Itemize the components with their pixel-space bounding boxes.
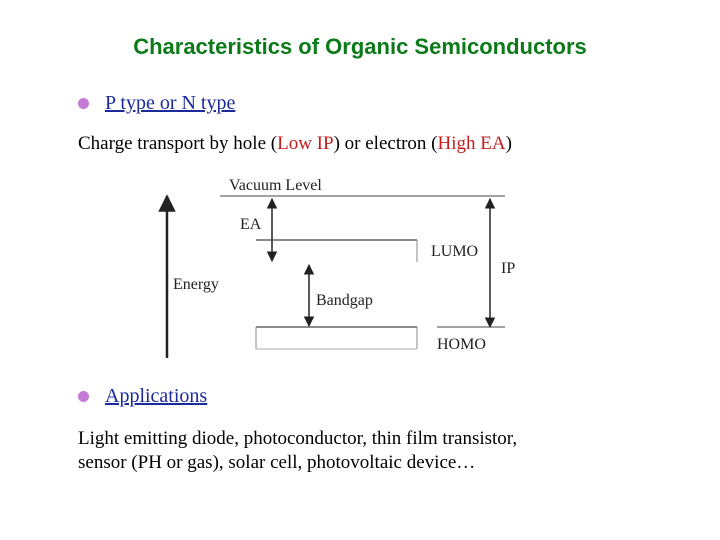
heading-applications: Applications [105, 385, 208, 407]
ip-label: IP [501, 260, 516, 277]
applications-line-1: Light emitting diode, photoconductor, thin film transistor, [78, 428, 518, 449]
lumo-label: LUMO [431, 243, 479, 260]
applications-text [78, 427, 678, 475]
applications-line-2: sensor (PH or gas), solar cell, photovoltaic device… [78, 452, 476, 473]
energy-label: Energy [173, 276, 219, 293]
vacuum-level-label: Vacuum Level [229, 177, 322, 194]
low-ip-text: Low IP [277, 133, 334, 154]
charge-text-prefix: Charge transport by hole ( [78, 133, 278, 154]
homo-label: HOMO [437, 336, 486, 353]
heading-p-n-type: P type or N type [105, 92, 236, 114]
slide-title: Characteristics of Organic Semiconductors [133, 34, 587, 59]
high-ea-text: High EA [437, 133, 506, 154]
bullet-applications [78, 385, 207, 408]
ea-label: EA [240, 216, 262, 233]
charge-text-mid: ) or electron ( [333, 133, 438, 154]
bandgap-label: Bandgap [316, 292, 373, 309]
charge-text-suffix: ) [505, 133, 512, 154]
bullet-dot-icon [78, 391, 89, 402]
